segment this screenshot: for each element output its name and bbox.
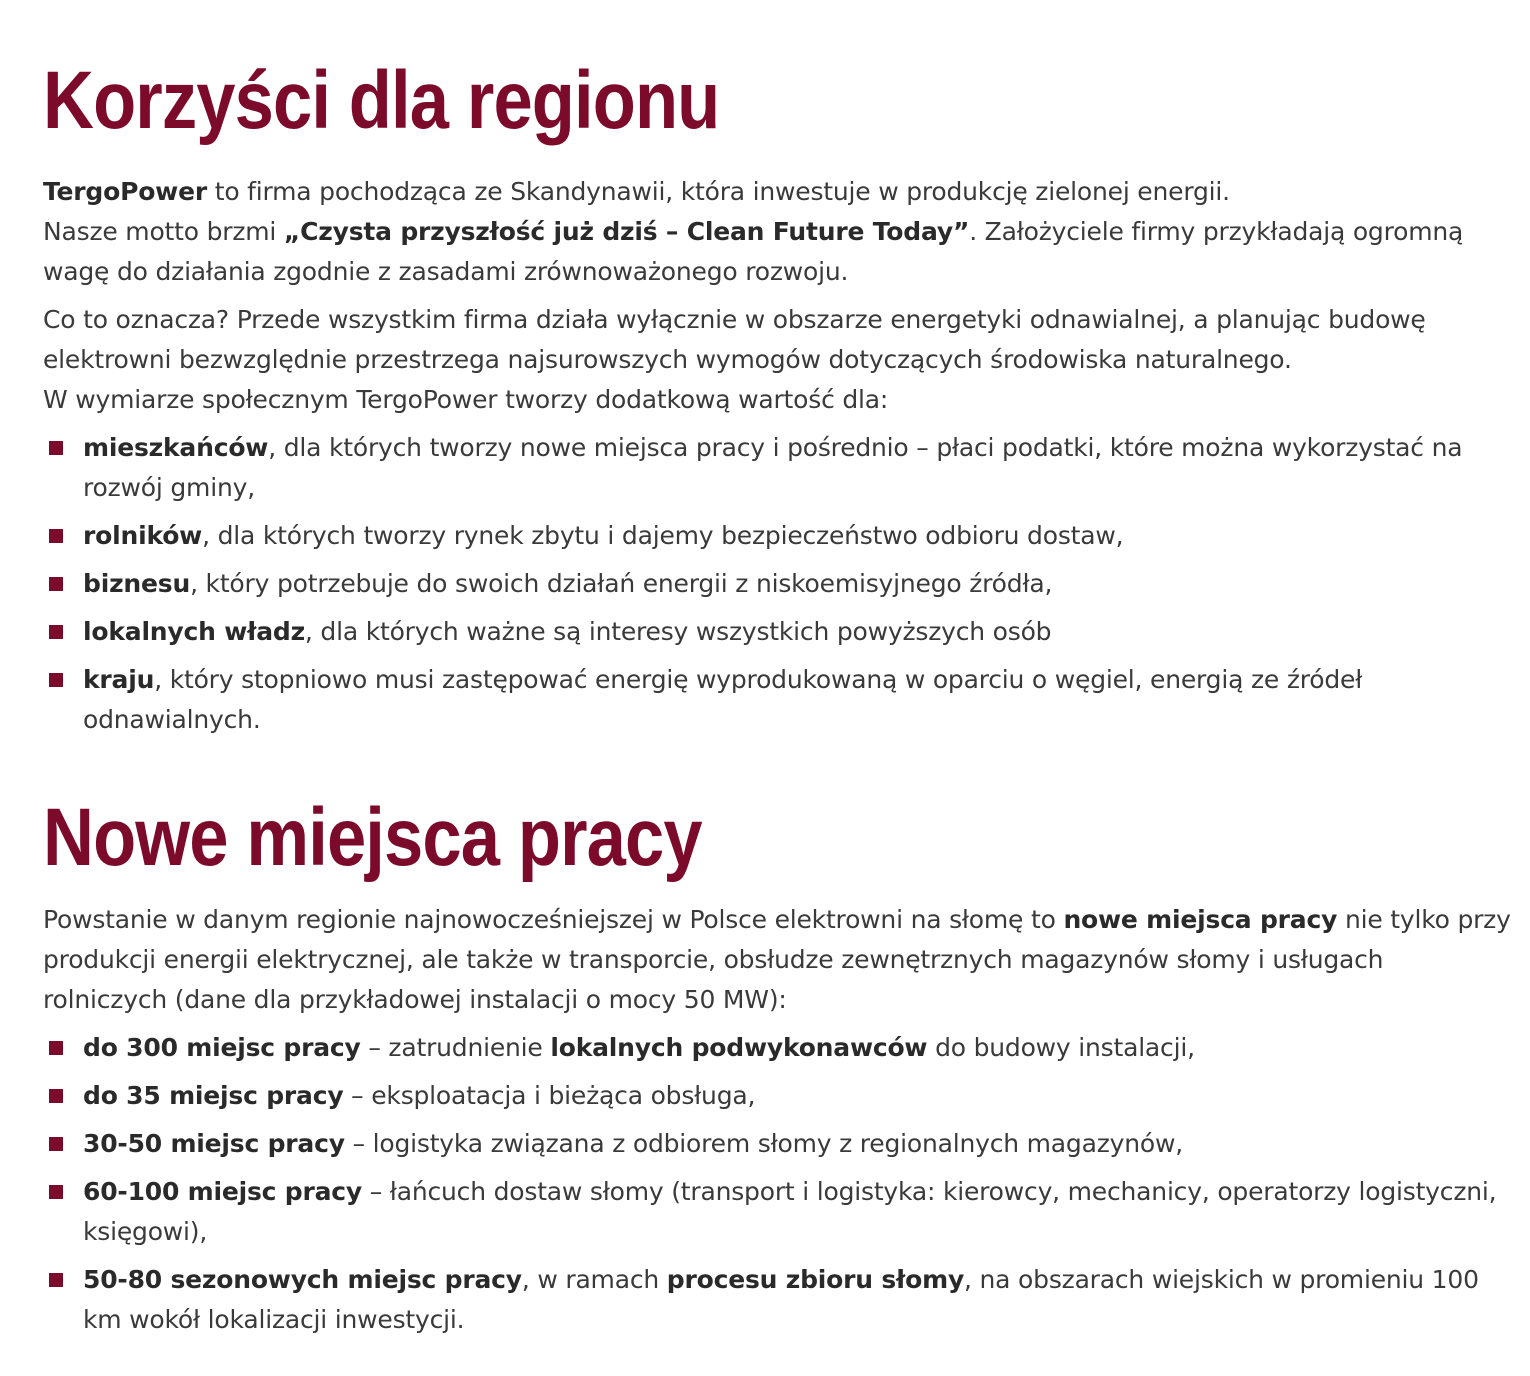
square-bullet-icon [49,1273,63,1287]
section-jobs-body [43,900,1513,1348]
square-bullet-icon [49,625,63,639]
list-item: mieszkańców, dla których tworzy nowe miejsca pracy i pośrednio – płaci podatki, które można wykorzystać na rozwój gminy, [43,428,1513,508]
section-benefits-body [43,172,1513,748]
square-bullet-icon [49,529,63,543]
square-bullet-icon [49,1185,63,1199]
list-item: rolników, dla których tworzy rynek zbytu i dajemy bezpieczeństwo odbioru dostaw, [43,516,1513,556]
paragraph-motto: Nasze motto brzmi „Czysta przyszłość już dziś – Clean Future Today”. Założyciele firmy przykładają ogromną wagę do działania zgodnie z zasadami zrównoważonego rozwoju. [43,217,1464,286]
list-item: biznesu, który potrzebuje do swoich działań energii z niskoemisyjnego źródła, [43,564,1513,604]
list-item: kraju, który stopniowo musi zastępować energię wyprodukowaną w oparciu o węgiel, energią ze źródeł odnawialnych. [43,660,1513,740]
square-bullet-icon [49,1041,63,1055]
square-bullet-icon [49,1137,63,1151]
square-bullet-icon [49,673,63,687]
list-item: 30-50 miejsc pracy – logistyka związana z odbiorem słomy z regionalnych magazynów, [43,1124,1513,1164]
square-bullet-icon [49,577,63,591]
list-item: lokalnych władz, dla których ważne są interesy wszystkich powyższych osób [43,612,1513,652]
paragraph-jobs-intro: Powstanie w danym regionie najnowocześniejszej w Polsce elektrowni na słomę to nowe miejsca pracy nie tylko przy produkcji energii elektrycznej, ale także w transporcie, obsłudze zewnętrznych magazynów słomy i usługach rolniczych (dane dla przykładowej instalacji o mocy 50 MW): [43,905,1511,1014]
list-item: 50-80 sezonowych miejsc pracy, w ramach procesu zbioru słomy, na obszarach wiejskich w promieniu 100 km wokół lokalizacji inwestycji. [43,1260,1513,1340]
paragraph-intro: TergoPower to firma pochodząca ze Skandynawii, która inwestuje w produkcję zielonej energii. [43,177,1230,206]
brand-name: TergoPower [43,177,207,206]
section-title-benefits: Korzyści dla regionu [43,55,720,146]
paragraph-meaning: Co to oznacza? Przede wszystkim firma działa wyłącznie w obszarze energetyki odnawialnej, a planując budowę elektrowni bezwzględnie przestrzega najsurowszych wymogów dotyczących środowiska naturalnego. W wymiarze społecznym TergoPower tworzy dodatkową wartość dla: [43,305,1426,414]
motto-text: „Czysta przyszłość już dziś – Clean Future Today” [283,217,970,246]
jobs-list [43,1028,1513,1340]
section-title-jobs: Nowe miejsca pracy [43,792,702,883]
benefits-list [43,428,1513,740]
list-item: do 35 miejsc pracy – eksploatacja i bieżąca obsługa, [43,1076,1513,1116]
square-bullet-icon [49,1089,63,1103]
square-bullet-icon [49,441,63,455]
list-item: do 300 miejsc pracy – zatrudnienie lokalnych podwykonawców do budowy instalacji, [43,1028,1513,1068]
list-item: 60-100 miejsc pracy – łańcuch dostaw słomy (transport i logistyka: kierowcy, mechanicy, operatorzy logistyczni, księgowi), [43,1172,1513,1252]
